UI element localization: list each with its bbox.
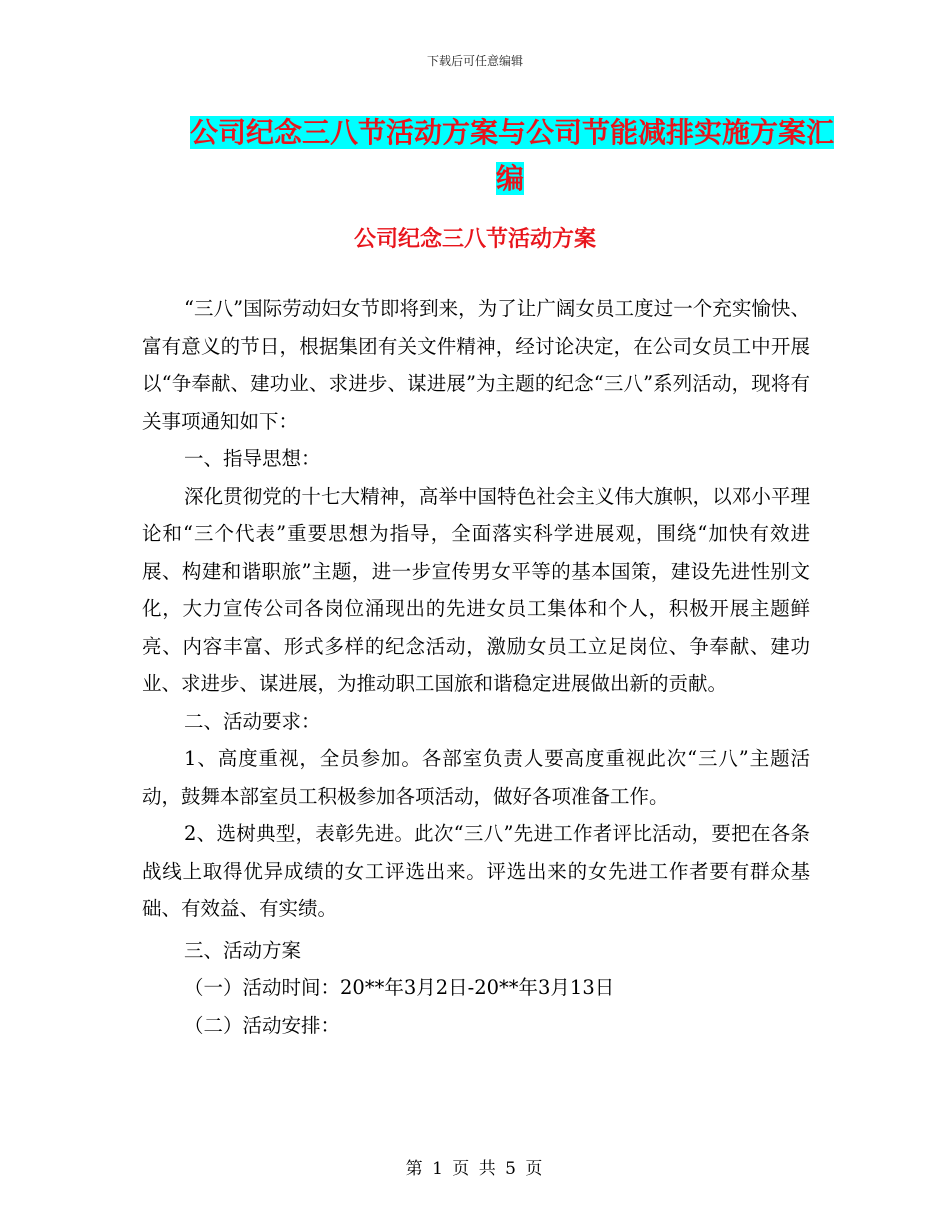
paragraph-activity-time: （一）活动时间：20**年3月2日-20**年3月13日 — [184, 976, 615, 999]
document-title — [190, 110, 835, 202]
paragraph-requirement-2: 2、选树典型，表彰先进。此次“三八”先进工作者评比活动，要把在各条战线上取得优异成绩的女工评选出来。评选出来的女先进工作者要有群众基础、有效益、有实绩。 — [142, 822, 810, 920]
document-body — [142, 290, 810, 1044]
header-note: 下载后可任意编辑 — [426, 54, 523, 68]
paragraph-requirement-1: 1、高度重视，全员参加。各部室负责人要高度重视此次“三八”主题活动，鼓舞本部室员工积极参加各项活动，做好各项准备工作。 — [142, 747, 810, 808]
document-title-line-2: 编 — [495, 162, 524, 195]
section-title: 公司纪念三八节活动方案 — [353, 227, 596, 252]
heading-guiding-thought: 一、指导思想： — [184, 447, 321, 470]
paragraph-intro: “三八”国际劳动妇女节即将到来，为了让广阔女员工度过一个充实愉快、富有意义的节日，根据集团有关文件精神，经讨论决定，在公司女员工中开展以“争奉献、建功业、求进步、谋进展”为主题的纪念“三八”系列活动，现将有关事项通知如下： — [142, 297, 810, 433]
paragraph-guiding-thought: 深化贯彻党的十七大精神，高举中国特色社会主义伟大旗帜，以邓小平理论和“三个代表”重要思想为指导，全面落实科学进展观，围绕“加快有效进展、构建和谐职旅”主题，进一步宣传男女平等的基本国策，建设先进性别文化，大力宣传公司各岗位涌现出的先进女员工集体和个人，积极开展主题鲜亮、内容丰富、形式多样的纪念活动，激励女员工立足岗位、争奉献、建功业、求进步、谋进展，为推动职工国旅和谐稳定进展做出新的贡献。 — [142, 484, 810, 695]
paragraph-activity-arrangement: （二）活动安排： — [184, 1013, 341, 1037]
heading-activity-plan: 三、活动方案 — [184, 938, 302, 962]
document-title-line-1: 公司纪念三八节活动方案与公司节能减排实施方案汇 — [190, 116, 835, 149]
heading-activity-requirements: 二、活动要求： — [184, 709, 321, 733]
page-footer: 第 1 页 共 5 页 — [405, 1159, 545, 1179]
